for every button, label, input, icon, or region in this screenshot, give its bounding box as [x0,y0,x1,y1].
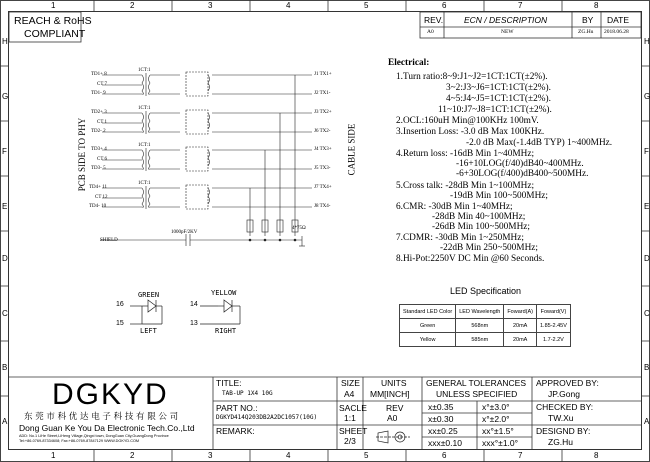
elec-line-4: 11~10:J7~J8=1CT:1CT(±2%). [438,105,552,115]
table-cell: 20mA [504,319,537,333]
pin-ct2: CT 1 [97,120,108,125]
elec-line-6: 3.Insertion Loss: -3.0 dB Max 100KHz. [396,127,545,137]
units-value: MM[INCH] [370,389,410,399]
pin-td2m: TD2- 2 [91,129,106,134]
table-header: Standard LED Color [400,305,456,319]
sheet-value: 2/3 [344,436,356,446]
tol-angle-4: xxx°±1.0° [482,438,519,448]
elec-line-13: 6.CMR: -30dB Min 1~40MHz; [396,202,513,212]
pin-ct3: CT 6 [97,157,108,162]
schematic-diagram [90,60,330,250]
zone-col-6b: 6 [442,451,447,460]
ratio-label-3: 1CT:1 [138,143,151,148]
company-address: ADD: No.1 LiHe Street,LiHeng Village,Qingxi town, DongGuan City,GuangDong Province [19,434,169,438]
zone-col-7: 7 [518,1,523,10]
zone-row-g: G [2,92,9,101]
zone-row-f: F [2,147,7,156]
elec-line-18: 8.Hi-Pot:2250V DC Min @60 Seconds. [396,254,545,264]
cap-label: 1000pF/2KV [171,230,198,235]
tol-angle-2: x°±2.0° [482,414,510,424]
ratio-label-1: 1CT:1 [138,68,151,73]
elec-line-2: 3~2:J3~J6=1CT:1CT(±2%). [446,83,551,93]
led-diagrams [110,290,270,340]
zone-row-e-r: E [644,202,650,211]
approved-value: JP.Gong [548,389,580,399]
elec-line-10: -6+30LOG(f/400)dB400~500MHz. [456,169,589,179]
pin-j3: J3 TX2+ [314,110,332,115]
elec-line-8: 4.Return loss: -16dB Min 1~40MHz; [396,149,535,159]
led-spec-title: LED Specification [450,286,522,296]
company-name-cn: 东 莞 市 科 优 达 电 子 科 技 有 限 公 司 [24,412,179,422]
zone-row-a-r: A [644,417,650,426]
compliance-line2: COMPLIANT [24,28,86,40]
rev-value: A0 [387,413,398,423]
remark-label: REMARK: [216,426,255,436]
tol-angle-3: xx°±1.5° [482,426,514,436]
part-value: DGKYD414Q203DB2A2DC1057(10G) [216,414,318,421]
compliance-line1: REACH & RoHS [14,15,92,27]
company-logo: DGKYD [52,378,169,411]
pin-j1: J1 TX1+ [314,72,332,77]
elec-line-17: -22dB Min 250~500MHz; [440,243,538,253]
zone-row-h-r: H [644,37,650,46]
designed-value: ZG.Hu [548,437,574,447]
zone-row-e: E [2,202,8,211]
zone-row-b: B [2,363,8,372]
zone-col-4b: 4 [286,451,291,460]
elec-line-14: -28dB Min 40~100MHz; [432,212,526,222]
ratio-label-4: 1CT:1 [138,181,151,186]
elec-line-9: -16+10LOG(f/40)dB40~400MHz. [456,159,584,169]
zone-row-g-r: G [644,92,650,101]
elec-line-5: 2.OCL:160uH Min@100KHz 100mV. [396,116,539,126]
table-row [400,305,571,319]
transformer-1 [102,72,312,236]
led-yellow-pin-13: 13 [190,320,198,327]
elec-line-16: 7.CDMR: -30dB Min 1~250MHz; [396,233,524,243]
scale-label: SACLE [339,403,367,413]
zone-row-d-r: D [644,254,650,263]
zone-col-5: 5 [364,1,369,10]
zone-row-c-r: C [644,309,650,318]
table-row [400,333,571,347]
pin-j6: J6 TX2- [314,129,331,134]
table-header: Foward(V) [536,305,570,319]
rev-header-date: DATE [607,15,630,25]
company-name-en: Dong Guan Ke You Da Electronic Tech.Co.,Ltd [19,423,195,433]
tol-angle-1: x°±3.0° [482,402,510,412]
rev-row-date: 2018.06.28 [604,29,629,35]
elec-line-7: -2.0 dB Max(-1.4dB TYP) 1~400MHz. [466,138,613,148]
table-cell: 585nm [456,333,504,347]
pin-j4: J4 TX3+ [314,147,332,152]
rev-header-rev: REV. [424,15,444,25]
approved-label: APPROVED BY: [536,378,599,388]
tol-title-1: GENERAL TOLERANCES [426,378,526,388]
zone-row-c: C [2,309,8,318]
rev-header-ecn: ECN / DESCRIPTION [464,15,548,25]
zone-row-d: D [2,254,8,263]
tol-title-2: UNLESS SPECIFIED [436,389,518,399]
led-green-label: GREEN [138,291,160,299]
led-green-pin-16: 16 [116,301,124,308]
elec-line-12: -19dB Min 100~500MHz; [450,191,548,201]
table-cell: Yellow [400,333,456,347]
table-cell: 1.85-2.45V [536,319,570,333]
size-label: SIZE [341,378,360,388]
rev-row-by: ZG.Hu [578,29,594,35]
zone-row-b-r: B [644,363,650,372]
table-cell: Green [400,319,456,333]
led-green-pin-15: 15 [116,320,124,327]
led-yellow-pin-14: 14 [190,301,198,308]
pin-td4m: TD4- 10 [89,204,107,209]
pin-j5: J5 TX3- [314,166,331,171]
zone-col-1b: 1 [51,451,56,460]
rev-header-by: BY [582,15,594,25]
units-label: UNITS [381,378,407,388]
pin-j2: J2 TX1- [314,91,331,96]
checked-value: TW.Xu [548,413,574,423]
title-label: TITLE: [216,378,242,388]
pin-td4p: TD4+ 11 [89,185,108,190]
table-cell: 568nm [456,319,504,333]
led-right-label: RIGHT [215,327,237,335]
transformer-2 [102,110,312,236]
pin-ct1: CT 7 [97,82,108,87]
rev-row-ecn: NEW [501,29,514,35]
table-cell: 1.7-2.2V [536,333,570,347]
zone-row-h: H [2,37,8,46]
zone-row-f-r: F [644,147,649,156]
table-cell: 20mA [504,333,537,347]
table-header: LED Wavelength [456,305,504,319]
pin-ct4: CT 12 [95,195,108,200]
ratio-label-2: 1CT:1 [138,106,151,111]
zone-col-7b: 7 [518,451,523,460]
checked-label: CHECKED BY: [536,402,594,412]
zone-col-2b: 2 [130,451,135,460]
elec-line-3: 4~5:J4~J5=1CT:1CT(±2%). [446,94,551,104]
electrical-title: Electrical: [388,58,430,68]
part-label: PART NO.: [216,403,258,413]
zone-row-a: A [2,417,8,426]
table-row [400,319,571,333]
pin-td1p: TD1+ 8 [91,72,107,77]
rev-row-rev: A0 [427,29,434,35]
pcb-side-label: PCB SIDE TO PHY [77,117,88,192]
zone-col-8b: 8 [594,451,599,460]
zone-col-6: 6 [442,1,447,10]
zone-col-3: 3 [208,1,213,10]
res-label: 4*75Ω [292,226,306,231]
zone-col-1: 1 [51,1,56,10]
led-spec-table [399,304,571,347]
tol-linear-1: x±0.35 [428,402,454,412]
pin-j7: J7 TX4+ [314,185,332,190]
projection-symbol-icon [376,429,410,445]
title-value: TAB-UP 1X4 10G [222,390,273,397]
company-contact: Tel:+86-0769-87334608; Fax:+86-0769-87847129 WWW.DGKYD.COM [19,439,140,443]
elec-line-11: 5.Cross talk: -28dB Min 1~100MHz; [396,181,535,191]
pin-td3p: TD3+ 4 [91,147,107,152]
designed-label: DESIGND BY: [536,426,591,436]
zone-col-4: 4 [286,1,291,10]
zone-col-2: 2 [130,1,135,10]
transformer-4 [102,185,312,236]
rev-label: REV [386,403,404,413]
tol-linear-2: x±0.30 [428,414,454,424]
pin-td2p: TD2+ 3 [91,110,107,115]
transformer-3 [102,147,312,236]
tol-linear-3: xx±0.25 [428,426,458,436]
zone-col-3b: 3 [208,451,213,460]
pin-td1m: TD1- 9 [91,91,106,96]
pin-td3m: TD3- 5 [91,166,106,171]
zone-col-8: 8 [594,1,599,10]
elec-line-1: 1.Turn ratio:8~9:J1~J2=1CT:1CT(±2%). [396,72,548,82]
scale-value: 1:1 [344,413,356,423]
size-value: A4 [344,389,355,399]
cable-side-label: CABLE SIDE [346,123,357,176]
tol-linear-4: xxx±0.10 [428,438,462,448]
shield-label: SHIELD [100,238,118,243]
zone-col-5b: 5 [364,451,369,460]
led-left-label: LEFT [140,327,157,335]
elec-line-15: -26dB Min 100~500MHz; [432,222,530,232]
table-header: Foward(A) [504,305,537,319]
pin-j8: J8 TX4- [314,204,331,209]
sheet-label: SHEET [339,426,368,436]
led-yellow-label: YELLOW [211,289,237,297]
